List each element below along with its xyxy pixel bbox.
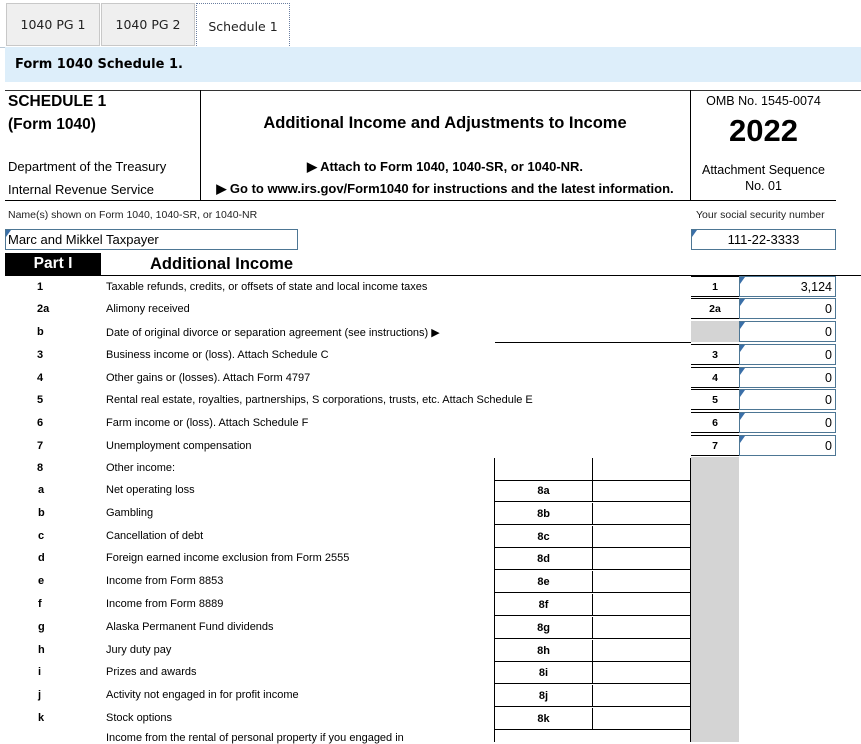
subline-box-label: 8b — [495, 503, 592, 525]
part-label: Part I — [5, 253, 101, 275]
subline-amount-field[interactable] — [592, 617, 691, 639]
ssn-field[interactable] — [691, 229, 836, 250]
subline-description: Alaska Permanent Fund dividends — [106, 621, 274, 633]
line-amount-field[interactable] — [739, 412, 836, 433]
line-amount-value: 0 — [825, 301, 832, 316]
ssn-label: Your social security number — [696, 209, 825, 221]
line-amount-value: 0 — [825, 438, 832, 453]
subline-description: Jury duty pay — [106, 644, 172, 656]
line-number: 6 — [37, 417, 44, 429]
line-description: Date of original divorce or separation agreement (see instructions) ▶ — [106, 327, 440, 339]
tab-1040-pg2[interactable]: 1040 PG 2 — [101, 3, 195, 46]
subline-amount-field[interactable] — [592, 594, 691, 616]
attachment-seq: Attachment Sequence — [702, 163, 825, 177]
subline-letter: b — [38, 507, 45, 519]
subline-letter: i — [38, 666, 42, 678]
subline-amount-field[interactable] — [592, 685, 691, 707]
subline-letter: c — [38, 530, 45, 542]
subline-description: Income from Form 8853 — [106, 575, 224, 587]
form-title: Additional Income and Adjustments to Income — [263, 114, 627, 132]
form-banner: Form 1040 Schedule 1. — [5, 47, 861, 82]
line-box-label: 4 — [691, 367, 739, 388]
line-number: 4 — [37, 372, 44, 384]
schedule-label: SCHEDULE 1 — [8, 93, 107, 110]
line-box-label: 3 — [691, 344, 739, 365]
field-flag-icon — [740, 345, 745, 352]
subline-box-label: 8j — [495, 685, 592, 707]
line-amount-field[interactable] — [739, 344, 836, 365]
line-number: 7 — [37, 440, 44, 452]
line-description: Farm income or (loss). Attach Schedule F — [106, 417, 309, 429]
part-title: Additional Income — [150, 255, 294, 273]
subline-amount-field[interactable] — [592, 640, 691, 662]
subline-amount-field[interactable] — [592, 526, 691, 548]
line-description: Business income or (loss). Attach Schedule C — [106, 349, 329, 361]
subline-amount-field[interactable] — [592, 708, 691, 730]
dept-irs: Internal Revenue Service — [8, 182, 154, 197]
subline-letter: a — [38, 484, 45, 496]
line-number: 8 — [37, 462, 44, 474]
tax-year: 2022 — [729, 113, 798, 148]
line-amount-field[interactable] — [739, 276, 836, 297]
line-amount-value: 3,124 — [800, 279, 832, 294]
subline-description: Stock options — [106, 712, 173, 724]
line-box-label: 7 — [691, 435, 739, 456]
line-description: Other income: — [106, 462, 176, 474]
subline-description: Prizes and awards — [106, 666, 197, 678]
ssn-value: 111-22-3333 — [727, 232, 800, 247]
subline-description: Gambling — [106, 507, 154, 519]
line-box-label: 1 — [691, 276, 739, 297]
attach-instruction: ▶ Attach to Form 1040, 1040-SR, or 1040-NR. — [306, 159, 584, 174]
subline-amount-field[interactable] — [592, 480, 691, 502]
subline-box-label: 8d — [495, 548, 592, 570]
line-amount-field[interactable] — [739, 435, 836, 456]
field-flag-icon — [692, 230, 697, 237]
line-amount-value: 0 — [825, 347, 832, 362]
line-description: Alimony received — [106, 303, 190, 315]
subline-description: Net operating loss — [106, 484, 195, 496]
line-box-label: 6 — [691, 412, 739, 433]
line-amount-value: 0 — [825, 392, 832, 407]
subline-amount-field[interactable] — [592, 662, 691, 684]
attachment-seq-no: No. 01 — [745, 179, 782, 193]
line-amount-field[interactable] — [739, 367, 836, 388]
line-amount-field[interactable] — [739, 389, 836, 410]
subline-box-label: 8g — [495, 617, 592, 639]
line-number: 5 — [37, 394, 44, 406]
subline-description: Cancellation of debt — [106, 530, 204, 542]
field-flag-icon — [740, 390, 745, 397]
line-description: Taxable refunds, credits, or offsets of state and local income taxes — [106, 281, 428, 293]
subline-description: Income from Form 8889 — [106, 598, 224, 610]
line-box-label: 2a — [691, 298, 739, 319]
line-amount-field[interactable] — [739, 298, 836, 319]
subline-letter: h — [38, 644, 45, 656]
field-flag-icon — [740, 277, 745, 284]
subline-letter: g — [38, 621, 45, 633]
subline-description: Foreign earned income exclusion from Form 2555 — [106, 552, 350, 564]
subline-letter: f — [38, 598, 42, 610]
line-description: Unemployment compensation — [106, 440, 252, 452]
shaded-column — [691, 457, 739, 742]
subline-box-label: 8f — [495, 594, 592, 616]
subline-letter: d — [38, 552, 45, 564]
field-flag-icon — [740, 413, 745, 420]
field-flag-icon — [740, 436, 745, 443]
line-amount-value: 0 — [825, 415, 832, 430]
subline-amount-field[interactable] — [592, 548, 691, 570]
line-number: b — [37, 326, 44, 338]
field-flag-icon — [740, 368, 745, 375]
subline-amount-field[interactable] — [592, 571, 691, 593]
subline-box-label: 8k — [495, 708, 592, 730]
line-description: Rental real estate, royalties, partnerships, S corporations, trusts, etc. Attach Schedule E — [106, 394, 533, 406]
line-number: 3 — [37, 349, 44, 361]
line-box-shaded — [691, 321, 739, 342]
line-amount-field[interactable] — [739, 321, 836, 342]
tab-bar — [0, 0, 861, 48]
subline-letter: k — [38, 712, 45, 724]
names-value: Marc and Mikkel Taxpayer — [8, 232, 159, 247]
names-field[interactable] — [5, 229, 298, 250]
column-rule — [592, 458, 593, 480]
field-flag-icon — [740, 322, 745, 329]
subline-box-label: 8h — [495, 640, 592, 662]
line-number: 1 — [37, 281, 44, 293]
omb-number: OMB No. 1545-0074 — [706, 94, 821, 108]
subline-box-label: 8e — [495, 571, 592, 593]
form-label: (Form 1040) — [8, 116, 96, 133]
subline-box-label: 8a — [495, 480, 592, 502]
names-label: Name(s) shown on Form 1040, 1040-SR, or 1040-NR — [8, 209, 258, 221]
line-amount-value: 0 — [825, 370, 832, 385]
subline-letter: j — [38, 689, 42, 701]
subline-letter: e — [38, 575, 45, 587]
subline-description: Activity not engaged in for profit income — [106, 689, 299, 701]
dept-treasury: Department of the Treasury — [8, 159, 167, 174]
separator — [495, 342, 691, 343]
field-flag-icon — [740, 299, 745, 306]
subline-box-label: 8c — [495, 526, 592, 548]
subline-box-label: 8i — [495, 662, 592, 684]
line-description-partial: Income from the rental of personal property if you engaged in — [106, 732, 404, 744]
tab-schedule-1[interactable]: Schedule 1 — [196, 3, 290, 48]
goto-instruction: ▶ Go to www.irs.gov/Form1040 for instructions and the latest information. — [216, 181, 674, 196]
field-flag-icon — [6, 230, 11, 237]
tab-1040-pg1[interactable]: 1040 PG 1 — [6, 3, 100, 46]
line-box-label: 5 — [691, 389, 739, 410]
line-description: Other gains or (losses). Attach Form 4797 — [106, 372, 311, 384]
line-number: 2a — [37, 303, 50, 315]
subline-amount-field[interactable] — [592, 503, 691, 525]
line-amount-value: 0 — [825, 324, 832, 339]
